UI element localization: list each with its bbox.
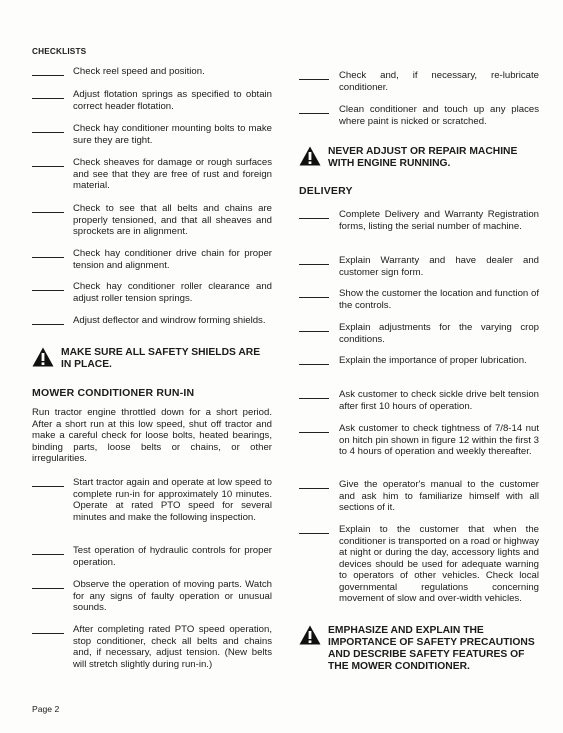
check-blank [299,398,329,399]
warning-triangle-icon [32,347,54,367]
check-blank [32,166,64,167]
checklist-item-text: Check sheaves for damage or rough surfaces and see that they are free of rust and foreign material. [73,157,272,191]
runin-item-text: Start tractor again and operate at low speed to complete run-in for approximately 10 minutes. Operate at rated PTO speed for several minutes and make the following inspection. [73,477,272,523]
check-blank [32,75,64,76]
checklist-item-text: Check to see that all belts and chains are properly tensioned, and that all sheaves and sprockets are in alignment. [73,203,272,237]
warning-triangle-icon [299,146,321,166]
delivery-item-text: Ask customer to check sickle drive belt tension after first 10 hours of operation. [339,389,539,412]
check-blank [299,364,329,365]
check-blank [299,432,329,433]
check-blank [32,290,64,291]
delivery-item-text: Ask customer to check tightness of 7/8-14 nut on hitch pin shown in figure 12 within the first 3 to 4 hours of operation and weekly thereafter. [339,423,539,457]
runin-item-text: Observe the operation of moving parts. Watch for any signs of faulty operation or unusual sounds. [73,579,272,613]
warning-text: MAKE SURE ALL SAFETY SHIELDS ARE IN PLACE. [61,347,261,370]
checklist-item-text: Adjust flotation springs as specified to obtain correct header flotation. [73,89,272,112]
checklist-item-text: Check hay conditioner drive chain for proper tension and alignment. [73,248,272,271]
check-blank [299,218,329,219]
delivery-item-text: Show the customer the location and function of the controls. [339,288,539,311]
check-blank [32,212,64,213]
check-blank [299,79,329,80]
checklist-item-text: Check and, if necessary, re-lubricate conditioner. [339,70,539,93]
check-blank [32,486,64,487]
delivery-item-text: Explain the importance of proper lubrication. [339,355,527,366]
check-blank [299,488,329,489]
check-blank [32,132,64,133]
warning-text: EMPHASIZE AND EXPLAIN THE IMPORTANCE OF SAFETY PRECAUTIONS AND DESCRIBE SAFETY FEATURES OF THE MOWER CONDITIONER. [328,625,535,672]
check-blank [299,533,329,534]
delivery-item-text: Complete Delivery and Warranty Registration forms, listing the serial number of machine. [339,209,539,232]
delivery-item-text: Explain Warranty and have dealer and customer sign form. [339,255,539,278]
checklist-item-text: Check reel speed and position. [73,66,205,77]
checklist-item-text: Clean conditioner and touch up any places where paint is nicked or scratched. [339,104,539,127]
warning-triangle-icon [299,625,321,645]
check-blank [32,257,64,258]
checklist-item-text: Adjust deflector and windrow forming shields. [73,315,266,326]
check-blank [32,324,64,325]
check-blank [32,98,64,99]
runin-heading: MOWER CONDITIONER RUN-IN [32,387,195,399]
runin-item-text: After completing rated PTO speed operation, stop conditioner, check all belts and chains and, if necessary, adjust tension. (New belts will stretch slightly during run-in.) [73,624,272,670]
check-blank [32,633,64,634]
delivery-heading: DELIVERY [299,185,353,197]
runin-paragraph: Run tractor engine throttled down for a short period. After a short run at this low speed, shut off tractor and make a careful check for loose bolts, heated bearings, binding parts, loose belts or chains, or other irregularities. [32,407,272,464]
checklists-heading: CHECKLISTS [32,47,87,56]
delivery-item-text: Give the operator's manual to the customer and ask him to familiarize himself with all sections of it. [339,479,539,513]
check-blank [299,297,329,298]
runin-item-text: Test operation of hydraulic controls for proper operation. [73,545,272,568]
check-blank [32,588,64,589]
check-blank [299,331,329,332]
check-blank [32,554,64,555]
check-blank [299,264,329,265]
delivery-item-text: Explain adjustments for the varying crop conditions. [339,322,539,345]
delivery-item-text: Explain to the customer that when the conditioner is transported on a road or highway at night or during the day, accessory lights and devices should be used for adequate warning to operators of other vehicles. Check local governmental regulations concerning movement of slow and over-width vehicles. [339,524,539,604]
checklist-item-text: Check hay conditioner mounting bolts to make sure they are tight. [73,123,272,146]
page-number: Page 2 [32,704,60,714]
warning-text: NEVER ADJUST OR REPAIR MACHINE WITH ENGINE RUNNING. [328,146,518,169]
checklist-item-text: Check hay conditioner roller clearance and adjust roller tension springs. [73,281,272,304]
check-blank [299,113,329,114]
